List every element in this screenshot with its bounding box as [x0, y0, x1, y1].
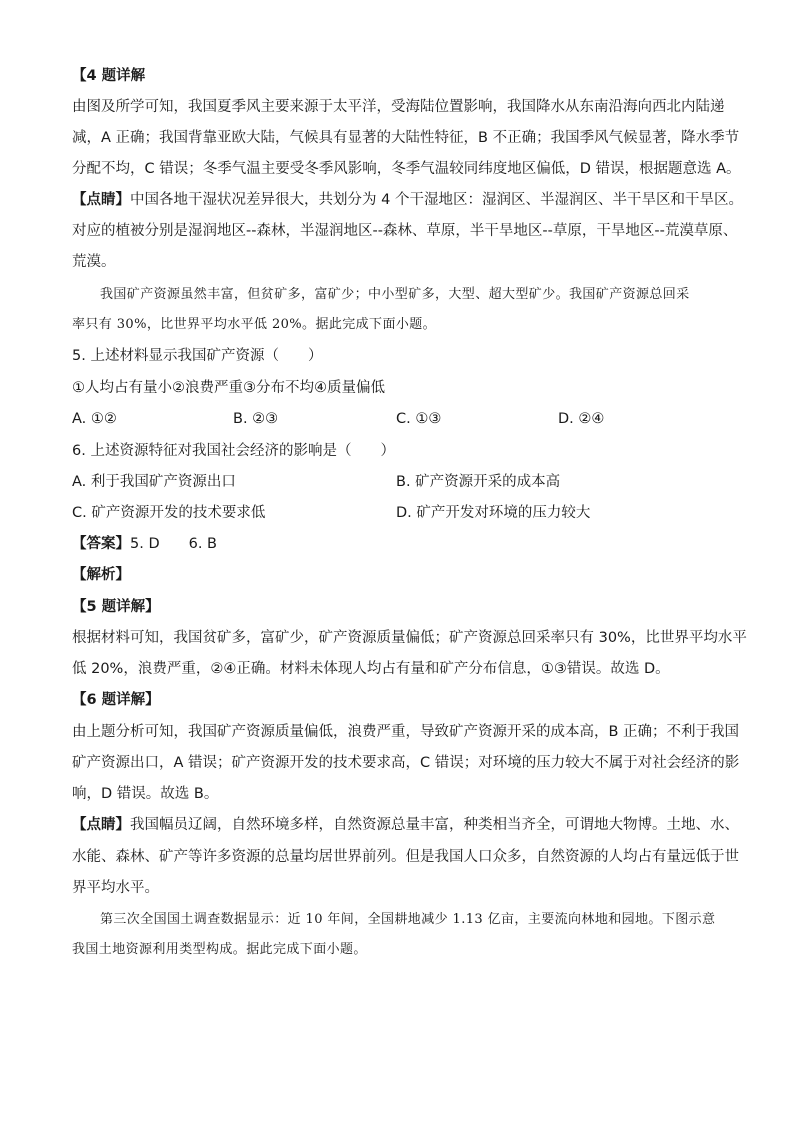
answer-label: 【答案】 [72, 536, 130, 552]
tip-1-text: 中国各地干湿状况差异很大，共划分为 4 个干湿地区：湿润区、半湿润区、半干旱区和干旱区。 [130, 192, 743, 208]
question-6-option-c[interactable]: C. 矿产资源开发的技术要求低 [72, 505, 266, 521]
question-5-option-a[interactable]: A. ①② [72, 411, 117, 427]
tip-2-label: 【点睛】 [72, 817, 130, 833]
passage-1-line-2: 率只有 30%，比世界平均水平低 20%。据此完成下面小题。 [72, 317, 437, 332]
tip-1-line-1 [72, 190, 743, 210]
section-4-line-1: 由图及所学可知，我国夏季风主要来源于太平洋，受海陆位置影响，我国降水从东南沿海向西北内陆递 [72, 99, 725, 115]
question-6-stem: 6. 上述资源特征对我国社会经济的影响是（ ） [72, 443, 395, 459]
section-6-line-2: 矿产资源出口，A 错误；矿产资源开发的技术要求高，C 错误；对环境的压力较大不属于对社会经济的影 [72, 755, 740, 771]
tip-2-text: 我国幅员辽阔，自然环境多样，自然资源总量丰富，种类相当齐全，可谓地大物博。土地、水、 [130, 817, 739, 833]
question-6-option-d[interactable]: D. 矿产开发对环境的压力较大 [396, 505, 591, 521]
question-6-option-a[interactable]: A. 利于我国矿产资源出口 [72, 474, 236, 490]
tip-1-label: 【点睛】 [72, 192, 130, 208]
section-5-line-2: 低 20%，浪费严重，②④正确。材料未体现人均占有量和矿产分布信息，①③错误。故选 D。 [72, 661, 670, 677]
section-6-line-3: 响，D 错误。故选 B。 [72, 786, 219, 802]
section-4-line-2: 减，A 正确；我国背靠亚欧大陆，气候具有显著的大陆性特征，B 不正确；我国季风气候显著，降水季节 [72, 130, 740, 146]
answer-line [72, 534, 217, 554]
passage-2-line-1: 第三次全国国土调查数据显示：近 10 年间，全国耕地减少 1.13 亿亩，主要流向林地和园地。下图示意 [100, 912, 716, 927]
tip-2-line-2: 水能、森林、矿产等许多资源的总量均居世界前列。但是我国人口众多，自然资源的人均占有量远低于世 [72, 849, 739, 865]
passage-1-line-1: 我国矿产资源虽然丰富，但贫矿多，富矿少；中小型矿多，大型、超大型矿少。我国矿产资源总回采 [100, 287, 690, 302]
tip-1-line-2: 对应的植被分别是湿润地区--森林，半湿润地区--森林、草原，半干旱地区--草原，干旱地区--荒漠草原、 [72, 223, 738, 239]
question-5-stem: 5. 上述材料显示我国矿产资源（ ） [72, 348, 323, 364]
analysis-header: 【解析】 [72, 567, 130, 583]
section-6-line-1: 由上题分析可知，我国矿产资源质量偏低，浪费严重，导致矿产资源开采的成本高，B 正确；不利于我国 [72, 724, 740, 740]
section-5-line-1: 根据材料可知，我国贫矿多，富矿少，矿产资源质量偏低；矿产资源总回采率只有 30%，比世界平均水平 [72, 630, 747, 646]
question-5-option-b[interactable]: B. ②③ [233, 411, 279, 427]
question-5-statements: ①人均占有量小②浪费严重③分布不均④质量偏低 [72, 380, 385, 396]
section-5-header: 【5 题详解】 [72, 599, 160, 615]
tip-1-line-3: 荒漠。 [72, 254, 116, 270]
answer-text: 5. D 6. B [130, 536, 217, 552]
tip-2-line-3: 界平均水平。 [72, 880, 159, 896]
section-4-line-3: 分配不均，C 错误；冬季气温主要受冬季风影响，冬季气温较同纬度地区偏低，D 错误，根据题意选 A。 [72, 161, 741, 177]
tip-2-line-1 [72, 815, 739, 835]
question-5-option-d[interactable]: D. ②④ [558, 411, 605, 427]
question-6-option-b[interactable]: B. 矿产资源开采的成本高 [396, 474, 561, 490]
section-4-header: 【4 题详解 [72, 68, 146, 84]
question-5-option-c[interactable]: C. ①③ [396, 411, 442, 427]
passage-2-line-2: 我国土地资源利用类型构成。据此完成下面小题。 [72, 942, 367, 957]
section-6-header: 【6 题详解】 [72, 692, 160, 708]
